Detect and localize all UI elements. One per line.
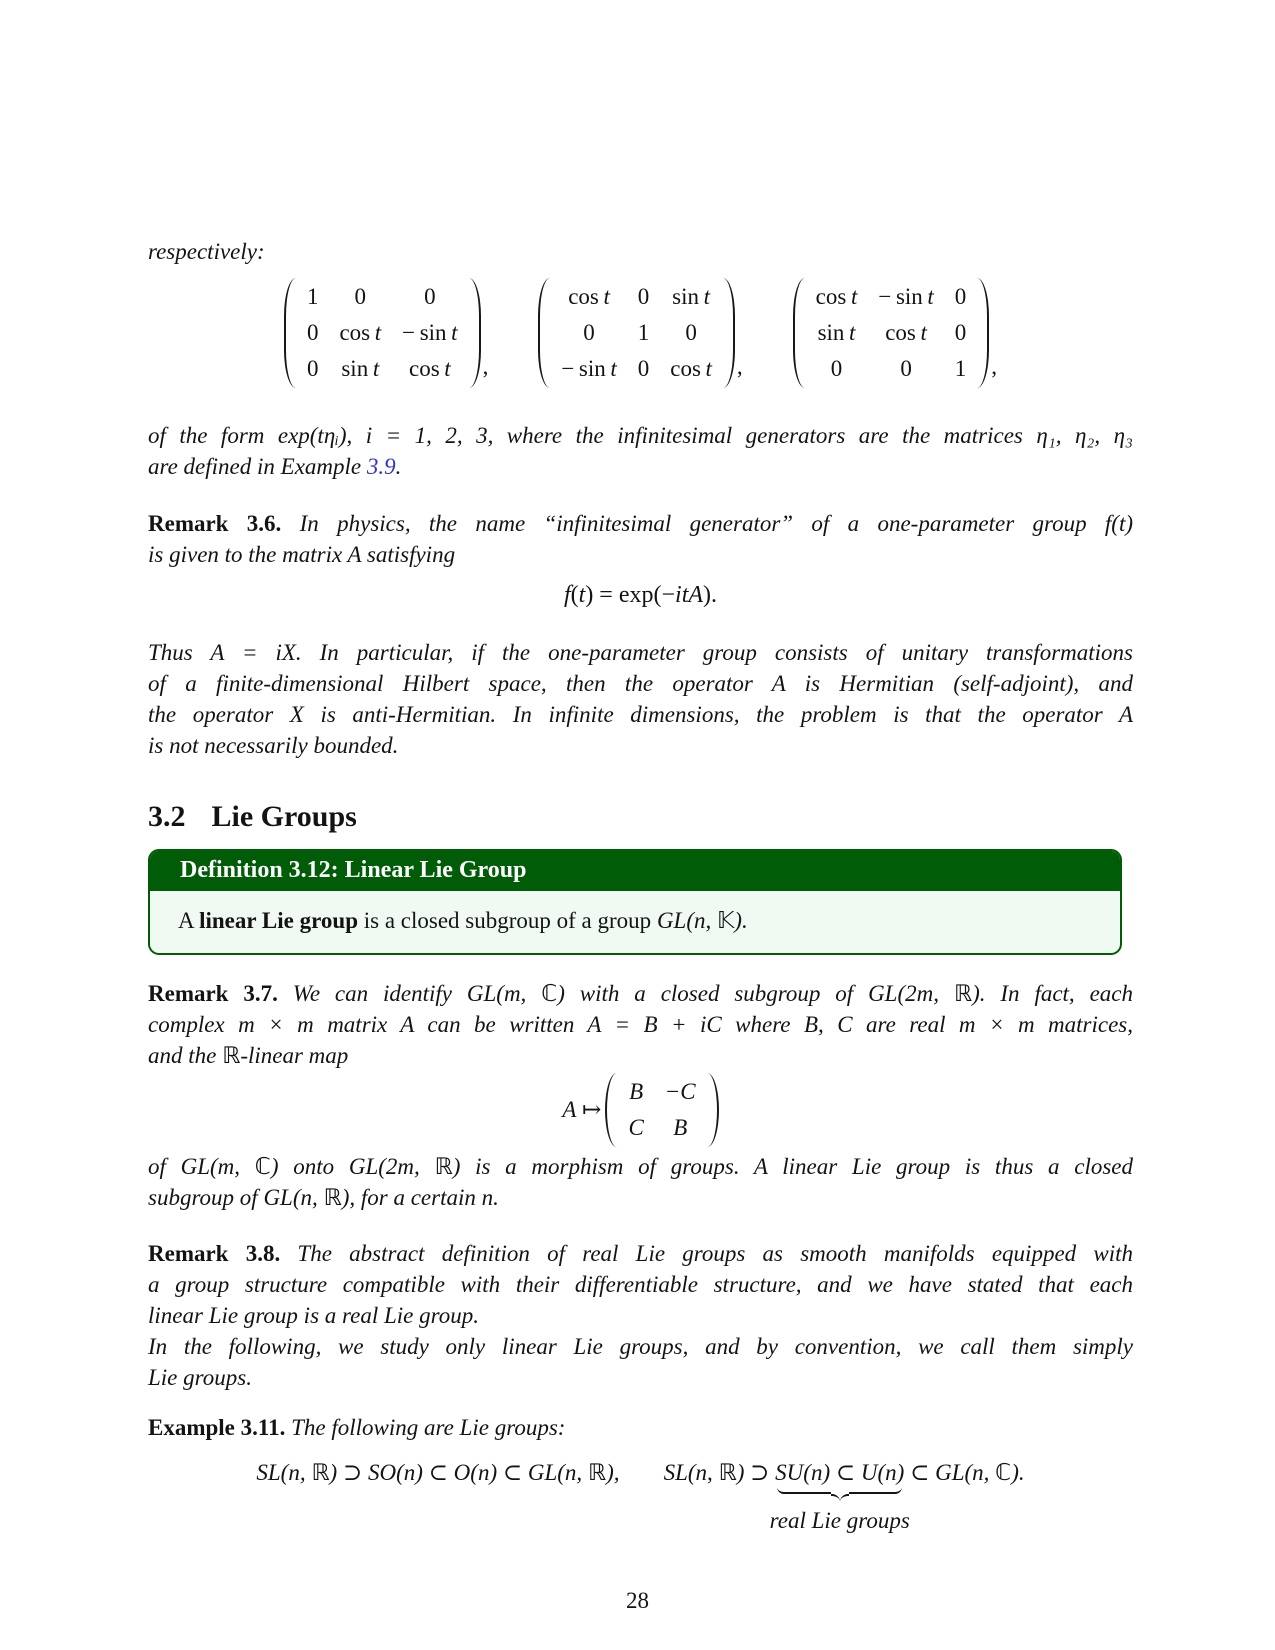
- text-line: [148, 1269, 1133, 1300]
- matrix-comma: ,: [736, 354, 743, 379]
- text-line: [148, 699, 1133, 730]
- example-3-11: [148, 1412, 1133, 1443]
- text-column: [148, 0, 1133, 1533]
- text-line: [148, 978, 1133, 1009]
- text-segment: Thus A = iX. In particular, if the one-parameter group consists of unitary transformations: [148, 640, 1133, 665]
- chain-suffix: ⊂ GL(n, ℂ).: [904, 1460, 1025, 1485]
- math-token: sin: [578, 356, 606, 381]
- text-line: [148, 1009, 1133, 1040]
- text-segment: Remark 3.6.: [148, 511, 282, 536]
- map-lhs: [562, 1097, 601, 1123]
- matrix-cell: [561, 355, 616, 383]
- text-segment: In physics, the name “infinitesimal generator” of a one-parameter group f(t): [281, 511, 1133, 536]
- left-parenthesis: [605, 1073, 619, 1147]
- text-segment: Lie groups.: [148, 1365, 252, 1390]
- equation-complex-to-real-matrix: [148, 1073, 1133, 1147]
- math-token: 0: [954, 284, 967, 309]
- math-token: t: [372, 356, 380, 381]
- left-parenthesis: [793, 278, 807, 388]
- text-segment: of a finite-dimensional Hilbert space, then the operator A is Hermitian (self-adjoint), and: [148, 671, 1133, 696]
- definition-box: [148, 849, 1122, 955]
- page-number: 28: [626, 1588, 649, 1613]
- right-parenthesis: [721, 278, 735, 388]
- text-segment: (: [570, 582, 579, 608]
- text-line: [148, 1040, 1133, 1071]
- math-token: t: [610, 356, 617, 381]
- text-segment: is a closed subgroup of a group: [357, 908, 657, 933]
- math-token: 0: [830, 356, 843, 381]
- math-token: B: [673, 1115, 688, 1140]
- matrix-cell: [402, 319, 457, 347]
- matrix-cell: [885, 319, 927, 347]
- matrix-entries: [298, 278, 467, 388]
- matrix-entries: [807, 278, 976, 388]
- inclusion-chain-real: SL(n, ℝ) ⊃ SO(n) ⊂ O(n) ⊂ GL(n, ℝ),: [256, 1460, 620, 1485]
- math-token: cos: [885, 320, 916, 345]
- matrix-cell: [955, 355, 967, 383]
- text-segment: the operator X is anti-Hermitian. In infinite dimensions, the problem is that the operator A: [148, 702, 1133, 727]
- math-token: cos: [670, 356, 701, 381]
- matrix-cell: [638, 319, 650, 347]
- math-token: cos: [339, 320, 371, 345]
- left-parenthesis: [538, 278, 552, 388]
- text-line: [148, 1362, 1133, 1393]
- text-line: [148, 1182, 1133, 1213]
- math-token: 1: [306, 284, 319, 309]
- math-token: sin: [341, 356, 369, 381]
- matrix-cell: [629, 1078, 643, 1106]
- math-token: 1: [954, 356, 967, 381]
- text-segment: We can identify GL(m, ℂ) with a closed subgroup of GL(2m, ℝ). In fact, each: [277, 981, 1133, 1006]
- ref-link[interactable]: 3.9: [366, 454, 396, 479]
- matrix-cell: [355, 283, 367, 311]
- text-segment: a group structure compatible with their differentiable structure, and we have stated that each: [148, 1272, 1133, 1297]
- math-token: t: [703, 284, 710, 309]
- matrix-cell: [638, 355, 650, 383]
- text-segment: of the form exp(tηᵢ), i = 1, 2, 3, where the infinitesimal generators are the matrices η₁, η₂, η₃: [148, 423, 1133, 448]
- math-token: sin: [419, 320, 447, 345]
- text-segment: A: [562, 1097, 577, 1122]
- matrix-cell: [568, 283, 610, 311]
- math-token: 1: [637, 320, 650, 345]
- rotation-matrix-y: [538, 278, 742, 388]
- math-token: 0: [637, 284, 650, 309]
- matrix-cell: [307, 319, 319, 347]
- text-line: [148, 637, 1133, 668]
- right-parenthesis: [705, 1073, 719, 1147]
- text-segment: Example 3.11.: [148, 1415, 286, 1440]
- math-token: 0: [685, 320, 697, 345]
- text-segment: t: [578, 582, 586, 608]
- math-token: t: [849, 320, 856, 345]
- text-segment: is not necessarily bounded.: [148, 733, 399, 758]
- matrix-cell: [816, 283, 858, 311]
- text-segment: of GL(m, ℂ) onto GL(2m, ℝ) is a morphism of groups. A linear Lie group is thus a closed: [148, 1154, 1133, 1179]
- text-line: [148, 1151, 1133, 1182]
- text-segment: is given to the matrix A satisfying: [148, 542, 456, 567]
- chain-prefix: SL(n, ℝ) ⊃: [663, 1460, 776, 1485]
- text-segment: are defined in Example: [148, 454, 367, 479]
- remark-3-6: [148, 508, 1133, 570]
- left-parenthesis: [284, 278, 298, 388]
- math-token: sin: [672, 284, 699, 309]
- matrix-cell: [307, 355, 319, 383]
- text-line: [148, 730, 1133, 761]
- matrix-cell: [409, 355, 451, 383]
- math-token: t: [451, 320, 458, 345]
- text-segment: The abstract definition of real Lie groups as smooth manifolds equipped with: [280, 1241, 1133, 1266]
- text-segment: Remark 3.7.: [148, 981, 278, 1006]
- matrix-cell: [638, 283, 650, 311]
- block-matrix-2x2: [605, 1073, 718, 1147]
- matrix-entries: [552, 278, 721, 388]
- math-token: 0: [637, 356, 650, 381]
- text-line: [148, 539, 1133, 570]
- text-line: [148, 1331, 1133, 1362]
- text-segment: .: [395, 454, 402, 479]
- rotation-matrix-z: [793, 278, 997, 388]
- matrix-cell: [878, 283, 933, 311]
- matrix-cell: [685, 319, 697, 347]
- math-token: sin: [895, 284, 923, 309]
- math-token: −: [561, 356, 575, 381]
- matrix-cell: [672, 283, 710, 311]
- matrix-comma: ,: [482, 354, 489, 379]
- text-line: [148, 451, 1133, 482]
- math-token: −: [402, 320, 416, 345]
- inclusion-chain-complex: [663, 1456, 1025, 1533]
- text-segment: GL(n, 𝕂).: [656, 908, 748, 933]
- matrix-cell: [955, 319, 967, 347]
- math-token: t: [920, 320, 927, 345]
- underbrace: [777, 1487, 902, 1502]
- matrix-cell: [900, 355, 912, 383]
- section-heading: [148, 798, 1133, 836]
- text-segment: Remark 3.8.: [148, 1241, 281, 1266]
- text-segment: ↦: [576, 1097, 602, 1122]
- definition-box-header: [150, 851, 1120, 891]
- math-token: 0: [900, 356, 912, 381]
- math-token: B: [629, 1079, 644, 1104]
- text-segment: ).: [703, 582, 718, 608]
- text-line: [148, 1412, 1133, 1443]
- text-segment: complex m × m matrix A can be written A = B + iC where B, C are real m × m matrices,: [148, 1012, 1133, 1037]
- text-segment: and the ℝ-linear map: [148, 1043, 349, 1068]
- text-segment: A: [178, 908, 200, 933]
- text-line: [148, 1238, 1133, 1269]
- matrix-cell: [307, 283, 319, 311]
- matrix-cell: [424, 283, 436, 311]
- matrix-cell: [665, 1078, 696, 1106]
- paragraph-generators: [148, 420, 1133, 482]
- matrix-cell: [341, 355, 379, 383]
- math-token: sin: [817, 320, 845, 345]
- matrix-cell: [955, 283, 967, 311]
- matrix-cell: [818, 319, 856, 347]
- math-token: C: [628, 1115, 644, 1140]
- math-token: 0: [954, 320, 967, 345]
- equation-f-exp: [148, 580, 1133, 611]
- text-line: [148, 508, 1133, 539]
- matrix-cell: [339, 319, 381, 347]
- matrix-cell: [628, 1114, 643, 1142]
- math-token: t: [705, 356, 712, 381]
- underbraced-group: [769, 1456, 910, 1533]
- text-segment: In the following, we study only linear Lie groups, and by convention, we call them simply: [148, 1334, 1133, 1359]
- underbrace-label: real Lie groups: [769, 1508, 910, 1533]
- underbraced-text: SU(n) ⊂ U(n): [775, 1460, 905, 1485]
- math-token: −C: [664, 1079, 696, 1104]
- matrix-cell: [673, 1114, 687, 1142]
- math-token: 0: [306, 356, 319, 381]
- text-segment: linear Lie group is a real Lie group.: [148, 1303, 479, 1328]
- text-line: [148, 1300, 1133, 1331]
- text-line: [148, 668, 1133, 699]
- definition-box-title: Definition 3.12: Linear Lie Group: [180, 857, 527, 883]
- right-parenthesis: [467, 278, 481, 388]
- math-token: t: [444, 356, 451, 381]
- text-segment: ) = exp(−: [585, 582, 676, 608]
- remark-3-8: [148, 1238, 1133, 1393]
- section-number: 3.2: [148, 800, 186, 833]
- text-segment: f: [563, 582, 571, 608]
- math-token: 0: [424, 284, 436, 309]
- math-token: t: [850, 284, 858, 309]
- matrix-cell: [670, 355, 712, 383]
- math-token: t: [603, 284, 610, 309]
- matrix-cell: [831, 355, 843, 383]
- text-segment: itA: [675, 582, 704, 608]
- remark-3-7-part2: [148, 1151, 1133, 1213]
- paragraph-thus: [148, 637, 1133, 761]
- text-line: [148, 420, 1133, 451]
- matrix-cell: [583, 319, 595, 347]
- math-token: t: [927, 284, 934, 309]
- lead-word: respectively:: [148, 239, 265, 264]
- text-segment: subgroup of GL(n, ℝ), for a certain n.: [148, 1185, 499, 1210]
- math-token: 0: [354, 284, 367, 309]
- math-token: 0: [583, 320, 595, 345]
- lie-group-inclusion-chains: [148, 1456, 1133, 1533]
- text-segment: linear Lie group: [199, 908, 358, 933]
- matrix-comma: ,: [991, 354, 998, 379]
- math-token: t: [374, 320, 382, 345]
- text-segment: The following are Lie groups:: [285, 1415, 566, 1440]
- section-title: Lie Groups: [211, 800, 357, 833]
- remark-3-7-part1: [148, 978, 1133, 1071]
- matrix-entries: [619, 1073, 704, 1147]
- math-token: 0: [306, 320, 319, 345]
- definition-box-body: [150, 891, 1120, 953]
- math-token: cos: [815, 284, 847, 309]
- math-token: cos: [409, 356, 440, 381]
- right-parenthesis: [975, 278, 989, 388]
- rotation-matrices-row: [148, 278, 1133, 388]
- rotation-matrix-x: [284, 278, 488, 388]
- math-token: cos: [568, 284, 599, 309]
- math-token: −: [878, 284, 892, 309]
